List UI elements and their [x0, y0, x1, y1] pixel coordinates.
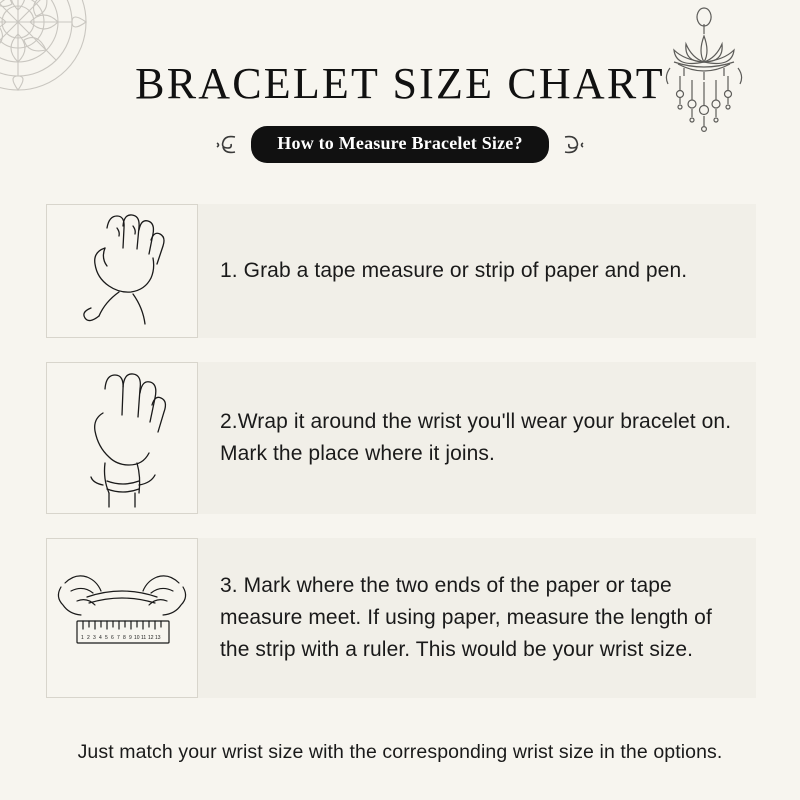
hand-holding-tape-illustration	[47, 206, 197, 336]
svg-text:6: 6	[111, 635, 114, 641]
svg-text:4: 4	[99, 635, 102, 641]
step-item	[46, 204, 756, 338]
subtitle-pill: How to Measure Bracelet Size?	[251, 126, 548, 163]
svg-text:10: 10	[134, 635, 140, 641]
svg-text:12: 12	[148, 635, 154, 641]
swirl-left-icon	[213, 132, 239, 158]
svg-text:11: 11	[141, 635, 147, 641]
step-3-image	[46, 538, 198, 698]
svg-text:5: 5	[105, 635, 108, 641]
steps-list	[46, 204, 756, 722]
svg-text:9: 9	[129, 635, 132, 641]
step-item	[46, 538, 756, 698]
svg-text:7: 7	[117, 635, 120, 641]
step-item	[46, 362, 756, 514]
svg-text:13: 13	[155, 635, 161, 641]
footer-note: Just match your wrist size with the corresponding wrist size in the options.	[77, 741, 723, 763]
svg-text:8: 8	[123, 635, 126, 641]
hands-measuring-with-ruler-illustration	[47, 543, 197, 693]
step-3-text: 3. Mark where the two ends of the paper or tape measure meet. If using paper, measure the length of the strip with a ruler. This would be your wrist size.	[220, 574, 712, 661]
subtitle-row	[0, 126, 800, 163]
svg-text:1: 1	[81, 635, 84, 641]
step-1-image	[46, 204, 198, 338]
hand-wrapping-wrist-illustration	[47, 363, 197, 513]
step-2-text: 2.Wrap it around the wrist you'll wear your bracelet on. Mark the place where it joins.	[220, 410, 732, 465]
svg-text:3: 3	[93, 635, 96, 641]
step-2-image	[46, 362, 198, 514]
swirl-right-icon	[561, 132, 587, 158]
step-1-text: 1. Grab a tape measure or strip of paper and pen.	[220, 259, 688, 283]
page-title: BRACELET SIZE CHART	[135, 59, 665, 108]
svg-text:2: 2	[87, 635, 90, 641]
